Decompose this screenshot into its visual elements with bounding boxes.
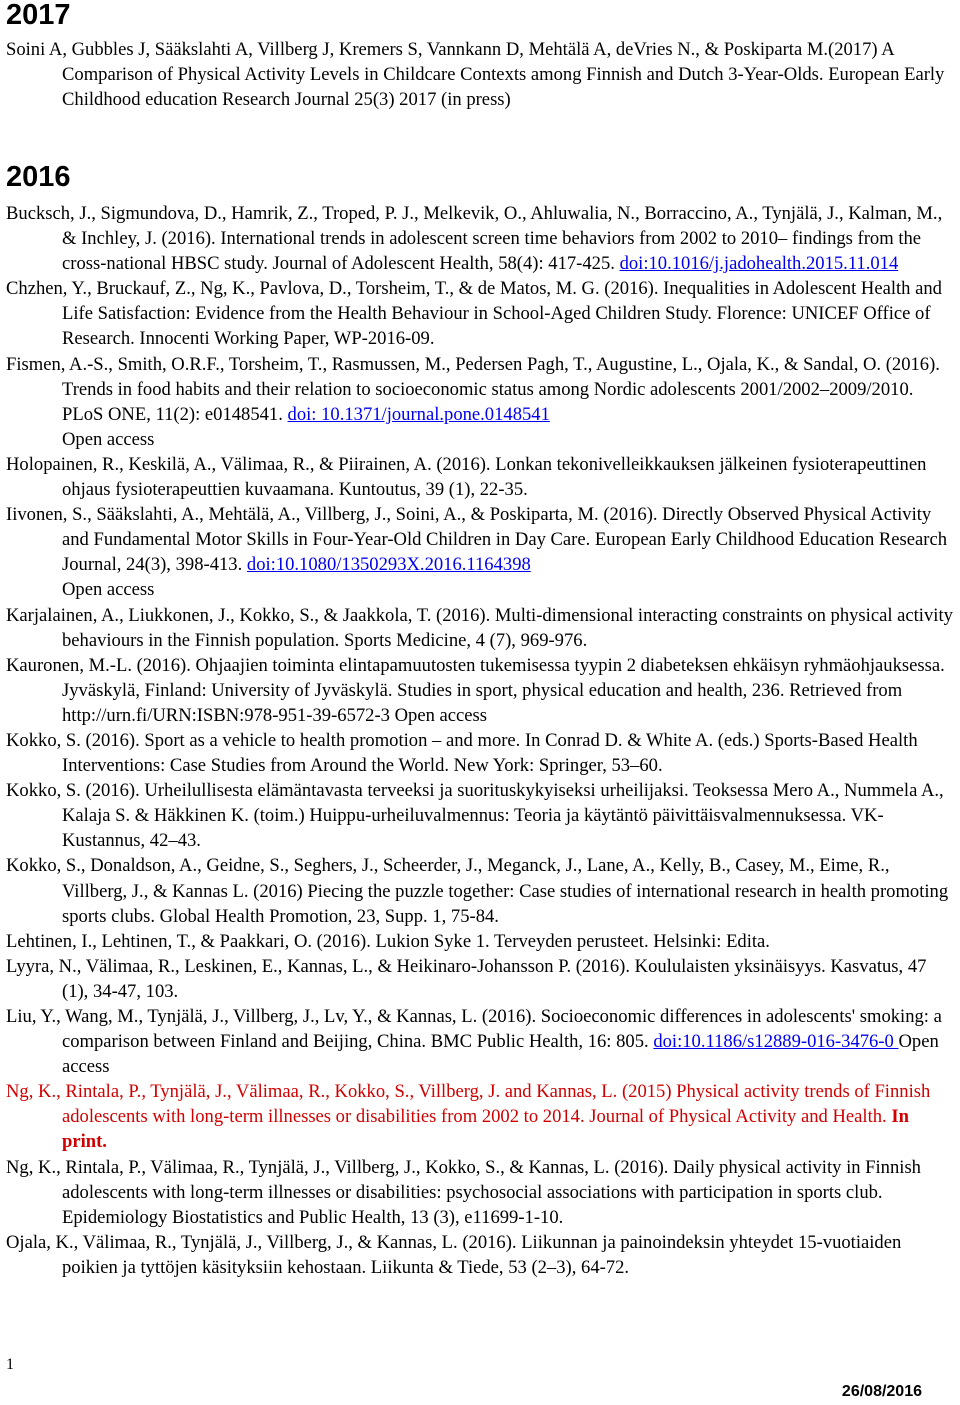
reference-text: Kokko, S. (2016). Urheilullisesta elämäntavasta terveeksi ja suorituskykyiseksi urheilijaksi. Teoksessa Mero A., Nummela A., Kalaja S. & Häkkinen K. (toim.) Huippu-urheiluvalmennus: Teoria ja käytäntö päivittäisvalmennuksessa. VK-Kustannus, 42–43. bbox=[6, 780, 944, 852]
doi-link[interactable]: doi:10.1080/1350293X.2016.1164398 bbox=[246, 554, 531, 576]
reference-entry bbox=[6, 728, 956, 778]
reference-entry bbox=[6, 853, 956, 928]
reference-entry bbox=[6, 201, 956, 276]
reference-entry bbox=[6, 502, 956, 602]
reference-text: Fismen, A.-S., Smith, O.R.F., Torsheim, T., Rasmussen, M., Pedersen Pagh, T., Augustine, L., Ojala, K., & Sandal, O. (2016). Trends in food habits and their relation to socioeconomic status among Nordic adolescents 2001/2002–2009/2010. PLoS ONE, 11(2): e0148541. bbox=[6, 353, 940, 425]
reference-entry bbox=[6, 1004, 956, 1079]
reference-text: Chzhen, Y., Bruckauf, Z., Ng, K., Pavlova, D., Torsheim, T., & de Matos, M. G. (2016). Inequalities in Adolescent Health and Life Satisfaction: Evidence from the Health Behaviour in School-Aged Children Study. Florence: UNICEF Office of Research. Innocenti Working Paper, WP-2016-09. bbox=[6, 278, 942, 350]
year-heading-2017: 2017 bbox=[6, 0, 71, 31]
doi-link[interactable]: doi: 10.1371/journal.pone.0148541 bbox=[287, 403, 550, 425]
reference-text: Karjalainen, A., Liukkonen, J., Kokko, S., & Jaakkola, T. (2016). Multi-dimensional interacting constraints on physical activity behaviours in the Finnish population. Sports Medicine, 4 (7), 969-976. bbox=[6, 604, 953, 651]
open-access-label: Open access bbox=[62, 1031, 939, 1078]
year-heading-2016: 2016 bbox=[6, 161, 71, 193]
reference-entry bbox=[6, 778, 956, 853]
reference-text: Lehtinen, I., Lehtinen, T., & Paakkari, O. (2016). Lukion Syke 1. Terveyden perusteet. Helsinki: Edita. bbox=[6, 930, 770, 952]
reference-text: Bucksch, J., Sigmundova, D., Hamrik, Z., Troped, P. J., Melkevik, O., Ahluwalia, N., Borraccino, A., Tynjälä, J., Kalman, M., & Inchley, J. (2016). International trends in adolescent screen time behaviors from 2002 to 2010– findings from the cross-national HBSC study. Journal of Adolescent Health, 58(4): 417-425. bbox=[6, 203, 943, 275]
reference-entry bbox=[6, 1155, 956, 1230]
reference-text: Kauronen, M.-L. (2016). Ohjaajien toiminta elintapamuutosten tukemisessa tyypin 2 diabeteksen ehkäisyn ryhmäohjauksessa. Jyväskylä, Finland: University of Jyväskylä. Studies in sport, physical education and health, 236. Retrieved from http://urn.fi/URN:ISBN:978-951-39-6572-3 Open access bbox=[6, 654, 945, 726]
reference-text: Lyyra, N., Välimaa, R., Leskinen, E., Kannas, L., & Heikinaro-Johansson P. (2016). Koululaisten yksinäisyys. Kasvatus, 47 (1), 34-47, 103. bbox=[6, 955, 927, 1002]
reference-text: Ojala, K., Välimaa, R., Tynjälä, J., Villberg, J., & Kannas, L. (2016). Liikunnan ja painoindeksin yhteydet 15-vuotiaiden poikien ja tyttöjen käsityksiin kehostaan. Liikunta & Tiede, 53 (2–3), 64-72. bbox=[6, 1231, 902, 1278]
reference-entry bbox=[6, 352, 956, 452]
open-access-label: Open access bbox=[62, 428, 155, 450]
reference-text: Holopainen, R., Keskilä, A., Välimaa, R., & Piirainen, A. (2016). Lonkan tekonivelleikkauksen jälkeinen fysioterapeuttinen ohjaus fysioterapeuttien kuvaamana. Kuntoutus, 39 (1), 22-35. bbox=[6, 453, 927, 501]
reference-text: Kokko, S. (2016). Sport as a vehicle to health promotion – and more. In Conrad D. & White A. (eds.) Sports-Based Health Interventions: Case Studies from Around the World. New York: Springer, 53–60. bbox=[6, 729, 918, 777]
reference-list-2017 bbox=[6, 37, 956, 112]
reference-entry bbox=[6, 653, 956, 728]
reference-entry bbox=[6, 1079, 956, 1154]
reference-entry bbox=[6, 1230, 956, 1280]
reference-text: Iivonen, S., Sääkslahti, A., Mehtälä, A., Villberg, J., Soini, A., & Poskiparta, M. (2016). Directly Observed Physical Activity and Fundamental Motor Skills in Four-Year-Old Children in Day Care. European Early Childhood Education Research Journal, 24(3), 398-413. bbox=[6, 504, 948, 576]
reference-text: Ng, K., Rintala, P., Välimaa, R., Tynjälä, J., Villberg, J., Kokko, S., & Kannas, L. (2016). Daily physical activity in Finnish adolescents with long-term illnesses or disabilities: psychosocial associations with participation in sports club. Epidemiology Biostatistics and Public Health, 13 (3), e11699-1-10. bbox=[6, 1156, 921, 1228]
reference-text: Kokko, S., Donaldson, A., Geidne, S., Seghers, J., Scheerder, J., Meganck, J., Lane, A., Kelly, B., Casey, M., Eime, R., Villberg, J., & Kannas L. (2016) Piecing the puzzle together: Case studies of international research in health promoting sports clubs. Global Health Promotion, 23, Supp. 1, 75-84. bbox=[6, 855, 949, 927]
reference-entry bbox=[6, 276, 956, 351]
reference-text: Liu, Y., Wang, M., Tynjälä, J., Villberg, J., Lv, Y., & Kannas, L. (2016). Socioeconomic differences in adolescents' smoking: a comparison between Finland and Beijing, China. BMC Public Health, 16: 805. bbox=[6, 1006, 942, 1053]
page-number: 1 bbox=[6, 1356, 14, 1373]
open-access-label: Open access bbox=[62, 579, 155, 601]
reference-text: Soini A, Gubbles J, Sääkslahti A, Villberg J, Kremers S, Vannkann D, Mehtälä A, deVries N., & Poskiparta M.(2017) A Comparison of Physical Activity Levels in Childcare Contexts among Finnish and Dutch 3-Year-Olds. European Early Childhood education Research Journal 25(3) 2017 (in press) bbox=[6, 39, 945, 111]
reference-entry bbox=[6, 929, 956, 954]
footer-date: 26/08/2016 bbox=[841, 1383, 922, 1400]
reference-entry bbox=[6, 603, 956, 653]
reference-entry bbox=[6, 954, 956, 1004]
reference-entry bbox=[6, 452, 956, 502]
reference-list-2016 bbox=[6, 201, 956, 1280]
doi-link[interactable]: doi:10.1016/j.jadohealth.2015.11.014 bbox=[619, 253, 899, 275]
reference-entry bbox=[6, 37, 956, 112]
doi-link[interactable]: doi:10.1186/s12889-016-3476-0 bbox=[653, 1031, 899, 1053]
reference-text: Ng, K., Rintala, P., Tynjälä, J., Välimaa, R., Kokko, S., Villberg, J. and Kannas, L. (2015) Physical activity trends of Finnish adolescents with long-term illnesses or disabilities from 2002 to 2014. Journal of Physical Activity and Health. bbox=[6, 1081, 931, 1128]
in-print-label: In print. bbox=[62, 1106, 909, 1153]
